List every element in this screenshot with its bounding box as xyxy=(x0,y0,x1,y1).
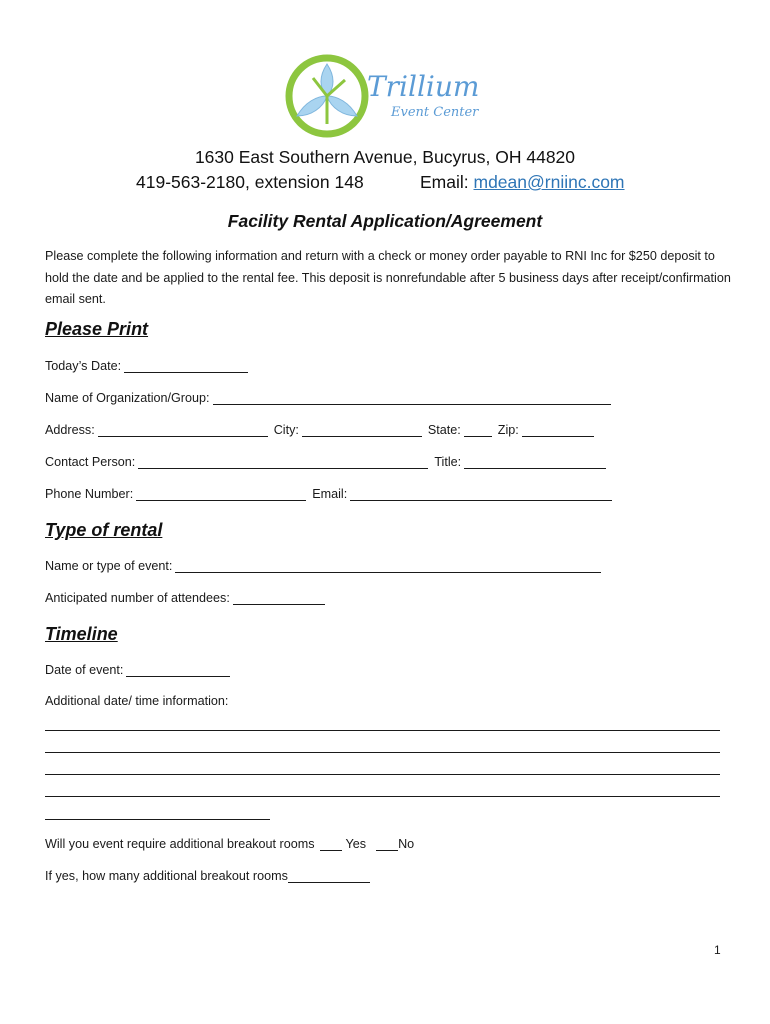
svg-text:Trillium: Trillium xyxy=(367,70,480,103)
event-name-label: Name or type of event: xyxy=(45,559,173,573)
breakout-count-row xyxy=(45,868,376,886)
event-name-field[interactable] xyxy=(175,558,601,573)
additional-info-row xyxy=(45,694,228,712)
email-label: Email: xyxy=(420,172,469,192)
address-label: Address: xyxy=(45,423,95,437)
address-row xyxy=(45,422,600,440)
additional-info-line-5[interactable] xyxy=(45,819,270,820)
city-field[interactable] xyxy=(302,422,422,437)
attendees-label: Anticipated number of attendees: xyxy=(45,591,230,605)
phone-line: 419-563-2180, extension 148 xyxy=(136,172,364,192)
breakout-count-label: If yes, how many additional breakout rooms xyxy=(45,869,288,883)
breakout-question-label: Will you event require additional breakout rooms xyxy=(45,837,315,851)
todays-date-row xyxy=(45,358,254,376)
email-line xyxy=(420,172,625,193)
additional-info-line-3[interactable] xyxy=(45,774,720,775)
trillium-flower-icon xyxy=(283,50,493,142)
org-label: Name of Organization/Group: xyxy=(45,391,210,405)
svg-text:Event Center: Event Center xyxy=(391,105,479,120)
contact-field[interactable] xyxy=(138,454,428,469)
section-timeline: Timeline xyxy=(45,624,118,644)
contact-row xyxy=(45,454,612,472)
breakout-count-field[interactable] xyxy=(288,868,370,883)
title-field[interactable] xyxy=(464,454,606,469)
city-label: City: xyxy=(273,423,299,437)
attendees-field[interactable] xyxy=(233,590,325,605)
section-type-of-rental: Type of rental xyxy=(45,520,163,540)
address-line: 1630 East Southern Avenue, Bucyrus, OH 44820 xyxy=(194,147,576,167)
title-label: Title: xyxy=(434,455,462,469)
phone-row xyxy=(45,486,618,504)
additional-info-line-1[interactable] xyxy=(45,730,720,731)
todays-date-field[interactable] xyxy=(124,358,248,373)
zip-label: Zip: xyxy=(497,423,519,437)
todays-date-label: Today’s Date: xyxy=(45,359,122,373)
additional-info-line-4[interactable] xyxy=(45,796,720,797)
additional-info-line-2[interactable] xyxy=(45,752,720,753)
state-label: State: xyxy=(427,423,461,437)
section-please-print: Please Print xyxy=(45,319,149,339)
zip-field[interactable] xyxy=(522,422,594,437)
state-field[interactable] xyxy=(464,422,492,437)
address-field[interactable] xyxy=(98,422,268,437)
attendees-row xyxy=(45,590,331,608)
breakout-no-field[interactable] xyxy=(376,836,398,851)
event-date-label: Date of event: xyxy=(45,663,124,677)
breakout-question-row xyxy=(45,836,414,854)
phone-label: Phone Number: xyxy=(45,487,134,501)
page-title: Facility Rental Application/Agreement xyxy=(227,211,543,231)
org-row xyxy=(45,390,617,408)
email-link[interactable]: mdean@rniinc.com xyxy=(473,172,625,192)
breakout-no-label: No xyxy=(398,837,415,851)
event-name-row xyxy=(45,558,607,576)
trillium-logo xyxy=(283,50,493,142)
page-number: 1 xyxy=(714,943,721,957)
phone-field[interactable] xyxy=(136,486,306,501)
org-field[interactable] xyxy=(213,390,611,405)
intro-paragraph: Please complete the following information and return with a check or money order payable to RNI Inc for $250 deposit to hold the date and be applied to the rental fee. This deposit is nonrefundable after 5 business days after receipt/confirmation email sent. xyxy=(45,249,731,306)
contact-label: Contact Person: xyxy=(45,455,136,469)
email-field-label: Email: xyxy=(312,487,348,501)
event-date-field[interactable] xyxy=(126,662,230,677)
additional-info-label: Additional date/ time information: xyxy=(45,694,229,708)
email-field[interactable] xyxy=(350,486,612,501)
breakout-yes-field[interactable] xyxy=(320,836,342,851)
event-date-row xyxy=(45,662,236,680)
breakout-yes-label: Yes xyxy=(345,837,367,851)
